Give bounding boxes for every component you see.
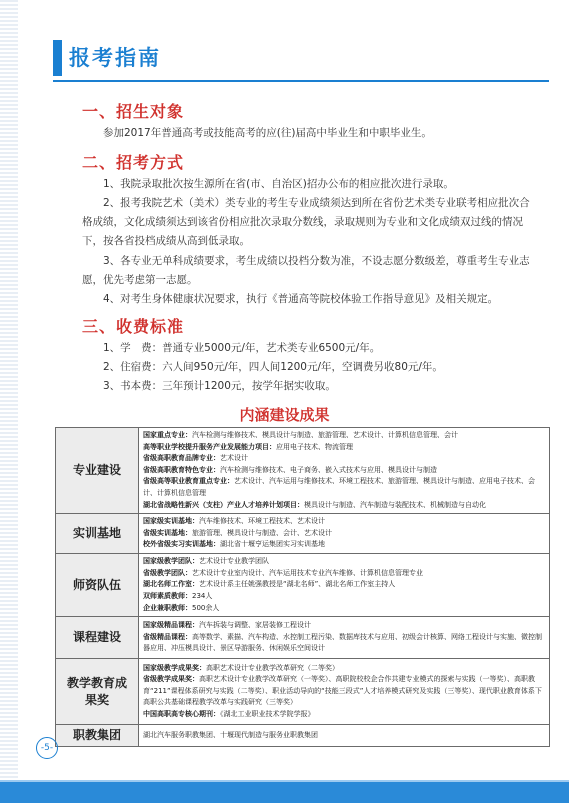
content-cell: 国家级教学成果奖：高职艺术设计专业教学改革研究（二等奖） 省级教学成果奖：高职艺术设计专业教学改革研究（一等奖）、高职院校校企合作共建专业模式的探索与实践（一等奖）、高职教育“211”课程体系研究与实践（二等奖）、职业活动导向的“技能三段式”人才培养模式研究及实践（三等奖）、现代职业教育体系下高职公共基础课程教学改革与实践研究（三等奖） 中国高职高专核心期刊：《湖北工业职业技术学院学报》 [139, 659, 550, 725]
content-cell: 国家重点专业：汽车检测与维修技术、模具设计与制造、旅游管理、艺术设计、计算机信息管理、会计 高等职业学校提升服务产业发展能力项目：应用电子技术、物流管理 省级高职教育品牌专业：艺术设计 省级高职教育特色专业：汽车检测与维修技术、电子商务、嵌入式技术与应用、模具设计与制造 省级高等职业教育重点专业：艺术设计、汽车运用与维修技术、环境工程技术、旅游管理、模具设计与制造、应用电子技术、会计、计算机信息管理 湖北省战略性新兴（支柱）产业人才培养计划项目：模具设计与制造、汽车制造与装配技术、机械制造与自动化 [139, 428, 550, 514]
category-cell: 实训基地 [56, 514, 139, 554]
page-title: 报考指南 [69, 46, 161, 70]
category-cell: 教学教育成果奖 [56, 659, 139, 725]
table-row [56, 514, 550, 554]
category-cell: 师资队伍 [56, 554, 139, 617]
footer-bar [0, 782, 569, 803]
category-cell: 专业建设 [56, 428, 139, 514]
table-row [56, 617, 550, 659]
content-cell: 国家级实训基地：汽车维修技术、环境工程技术、艺术设计 省级实训基地：旅游管理、模具设计与制造、会计、艺术设计 校外省级实习实训基地：湖北省十堰亨运集团实习实训基地 [139, 514, 550, 554]
section-title-fee-standard: 三、收费标准 [82, 317, 185, 336]
achievements-title: 内涵建设成果 [239, 406, 330, 424]
table-row [56, 428, 550, 514]
content-cell: 国家级精品课程：汽车拆装与调整、家居装修工程设计 省级精品课程：高等数学、素描、汽车构造、水控制工程污染、数据库技术与应用、初级会计核算、网络工程设计与实施、微控制器应用、冲压模具设计、景区导游服务、休闲娱乐空间设计 [139, 617, 550, 659]
header-accent-bar [53, 40, 62, 76]
section-paragraph: 2、报考我院艺术（美术）类专业的考生专业成绩须达到所在省份艺术类专业联考相应批次合格成绩，文化成绩须达到该省份相应批次录取分数线，录取规则为专业和文化成绩双过线的情况下，按各省投档成绩从高到低录取。 [82, 197, 530, 247]
category-cell: 课程建设 [56, 617, 139, 659]
achievements-table [55, 427, 550, 747]
page-number: -5- [36, 737, 58, 759]
content-cell: 国家级教学团队：艺术设计专业教学团队 省级教学团队：艺术设计专业室内设计、汽车运用技术专业汽车维修、计算机信息管理专业 湖北名师工作室：艺术设计系主任姚强教授是“湖北名师”、湖北名师工作室主持人 双师素质教师：234人 企业兼职教师：500余人 [139, 554, 550, 617]
section-paragraph: 参加2017年普通高考或技能高考的应(往)届高中毕业生和中职毕业生。 [103, 127, 432, 139]
content-cell: 湖北汽车服务职教集团、十堰现代制造与服务业职教集团 [139, 725, 550, 747]
header-divider [53, 80, 549, 82]
table-row [56, 554, 550, 617]
section-title-admission-method: 二、招考方式 [82, 153, 185, 172]
section-title-enrollment-target: 一、招生对象 [82, 102, 185, 121]
section-paragraph: 3、各专业无单科成绩要求，考生成绩以投档分数为准，不设志愿分数级差，尊重考生专业志愿，优先考虑第一志愿。 [82, 255, 530, 286]
table-row [56, 725, 550, 747]
section-paragraph: 4、对考生身体健康状况要求，执行《普通高等院校体验工作指导意见》及相关规定。 [103, 293, 499, 305]
left-decorative-stripe [0, 0, 18, 803]
section-paragraph: 1、我院录取批次按生源所在省(市、自治区)招办公布的相应批次进行录取。 [103, 178, 454, 190]
section-paragraph: 2、住宿费：六人间950元/年，四人间1200元/年，空调费另收80元/年。 [103, 361, 443, 373]
section-paragraph: 1、学 费：普通专业5000元/年，艺术类专业6500元/年。 [103, 342, 381, 354]
category-cell: 职教集团 [56, 725, 139, 747]
section-paragraph: 3、书本费：三年预计1200元，按学年据实收取。 [103, 380, 336, 392]
table-row [56, 659, 550, 725]
